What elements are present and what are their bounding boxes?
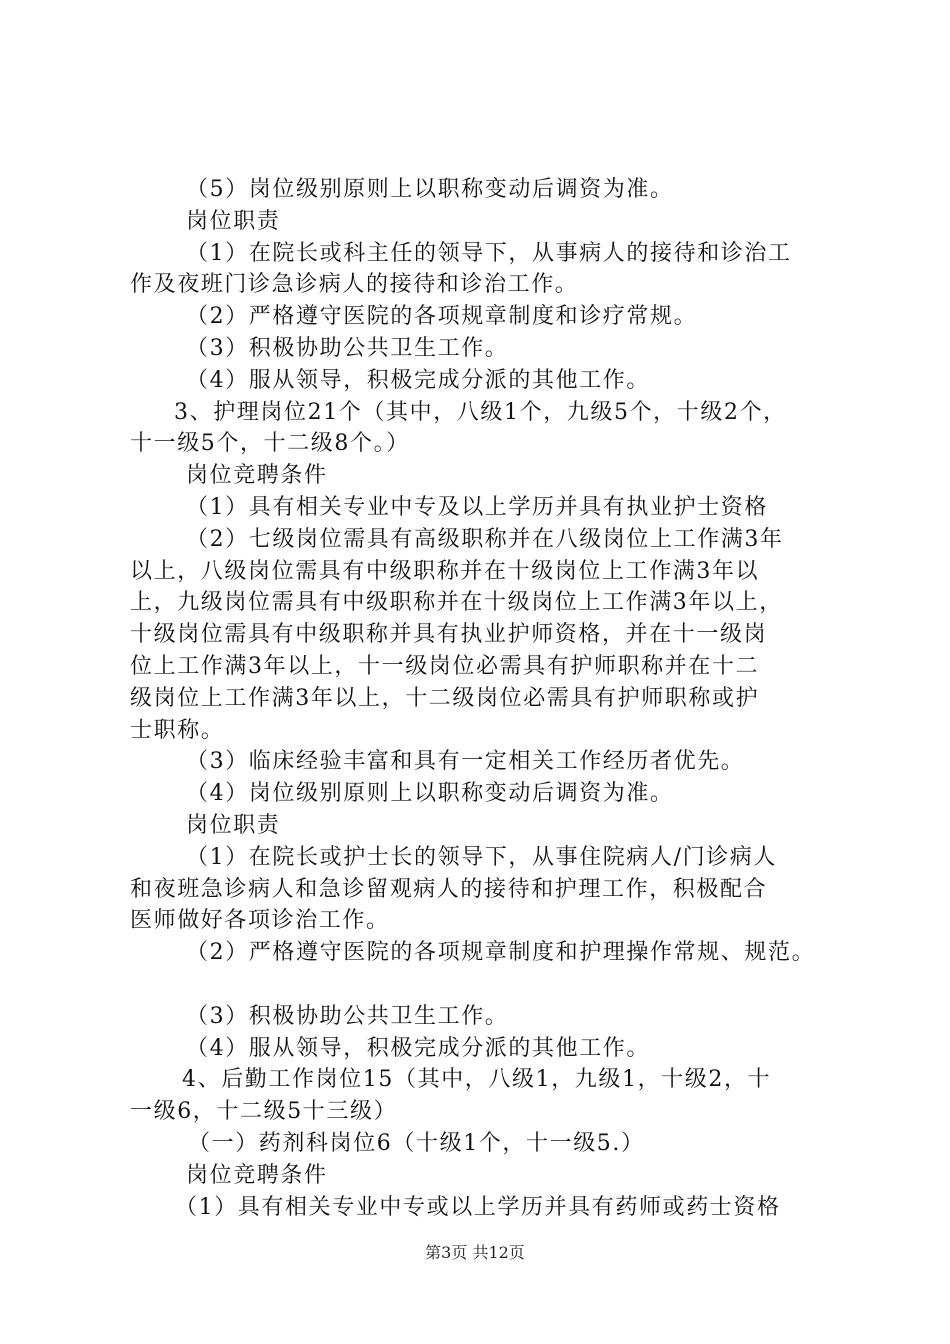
text-line: （一）药剂科岗位6（十级1个，十一级5.）: [188, 1130, 645, 1156]
text-line: （3）临床经验丰富和具有一定相关工作经历者优先。: [186, 749, 745, 775]
text-line: （4）服从领导，积极完成分派的其他工作。: [186, 1035, 650, 1061]
text-line: 作及夜班门诊急诊病人的接待和诊治工作。: [130, 272, 579, 298]
text-line: （1）在院长或护士长的领导下，从事住院病人/门诊病人: [186, 844, 778, 870]
text-line: 4、后勤工作岗位15（其中，八级1，九级1，十级2，十: [182, 1067, 772, 1093]
text-line: 士职称。: [130, 717, 225, 743]
text-line: 上，九级岗位需具有中级职称并在十级岗位上工作满3年以上，: [130, 590, 783, 616]
text-line: （2）七级岗位需具有高级职称并在八级岗位上工作满3年: [186, 526, 784, 552]
section-heading: 岗位职责: [186, 208, 281, 234]
text-line: 级岗位上工作满3年以上，十二级岗位必需具有护师职称或护: [130, 685, 760, 711]
text-line: 位上工作满3年以上，十一级岗位必需具有护师职称并在十二: [130, 653, 760, 679]
text-line: 3、护理岗位21个（其中，八级1个，九级5个，十级2个，: [174, 399, 787, 425]
text-line: （2）严格遵守医院的各项规章制度和诊疗常规。: [186, 304, 698, 330]
text-line: （1）具有相关专业中专及以上学历并具有执业护士资格: [186, 494, 768, 520]
text-line: （3）积极协助公共卫生工作。: [186, 1003, 509, 1029]
text-line: （1）具有相关专业中专或以上学历并具有药师或药士资格: [175, 1194, 781, 1220]
document-body: [130, 174, 842, 1223]
section-heading: 岗位竞聘条件: [186, 1162, 328, 1188]
text-line: （2）严格遵守医院的各项规章制度和护理操作常规、规范。: [186, 940, 816, 966]
blank-line: [130, 969, 842, 1001]
text-line: （4）服从领导，积极完成分派的其他工作。: [186, 367, 650, 393]
text-line: 医师做好各项诊治工作。: [130, 908, 390, 934]
section-heading: 岗位竞聘条件: [186, 463, 328, 489]
text-line: 十级岗位需具有中级职称并具有执业护师资格，并在十一级岗: [130, 622, 768, 648]
text-line: 一级6，十二级5十三级）: [130, 1099, 398, 1125]
text-line: （3）积极协助公共卫生工作。: [186, 335, 509, 361]
page-number-footer: 第3页 共12页: [425, 1243, 525, 1262]
text-line: （5）岗位级别原则上以职称变动后调资为准。: [186, 177, 674, 202]
section-heading: 岗位职责: [186, 812, 281, 838]
text-line: （1）在院长或科主任的领导下，从事病人的接待和诊治工: [186, 240, 792, 266]
text-line: 和夜班急诊病人和急诊留观病人的接待和护理工作，积极配合: [130, 876, 768, 902]
text-line: 以上，八级岗位需具有中级职称并在十级岗位上工作满3年以: [130, 558, 760, 584]
text-line: 十一级5个，十二级8个。）: [130, 431, 410, 457]
text-line: （4）岗位级别原则上以职称变动后调资为准。: [186, 781, 674, 807]
